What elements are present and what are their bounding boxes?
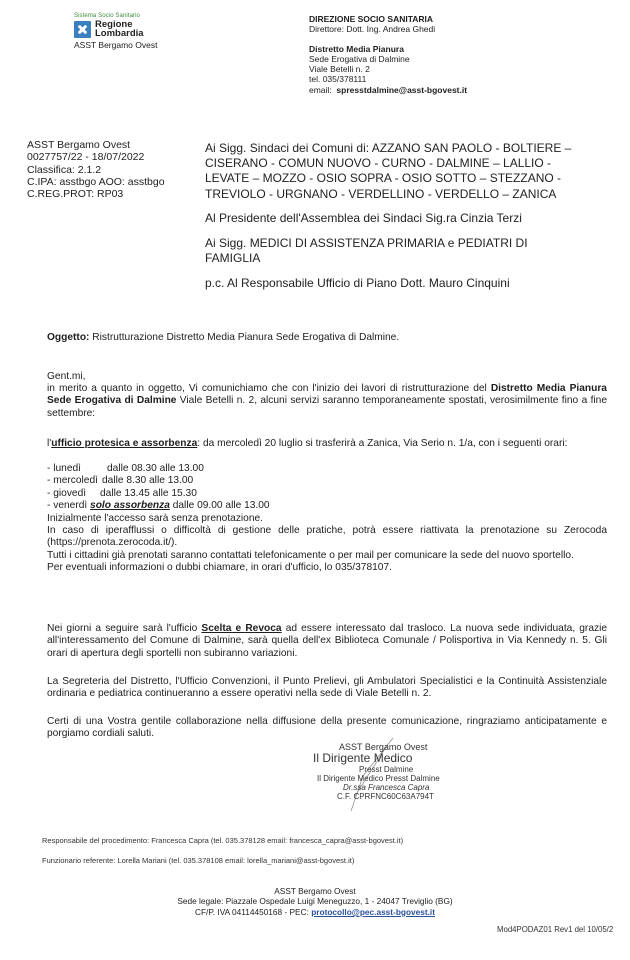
signature-stamp bbox=[313, 742, 513, 801]
email-line: email: spresstdalmine@asst-bgovest.it bbox=[309, 84, 468, 95]
footer-org: ASST Bergamo Ovest bbox=[274, 886, 356, 896]
street-address: Viale Betelli n. 2 bbox=[309, 64, 370, 75]
logo-org-name: ASST Bergamo Ovest bbox=[74, 40, 158, 50]
site-name: Sede Erogativa di Dalmine bbox=[309, 53, 410, 64]
recipient-mayors-line: TREVIOLO - URGNANO - VERDELLINO - VERDELLO – ZANICA bbox=[205, 186, 557, 201]
initial-access: Inizialmente l'accesso sarà senza prenotazione. bbox=[47, 512, 264, 524]
closing-paragraph: Certi di una Vostra gentile collaborazione nella diffusione della presente comunicazione, ringraziamo anticipatamente e porgiamo cordiali saluti. bbox=[47, 716, 607, 740]
footer-vat: CF/P. IVA 04114450168 - PEC: protocollo@pec.asst-bgovest.it bbox=[194, 906, 436, 917]
recipients bbox=[205, 141, 615, 292]
subject-line bbox=[47, 332, 607, 344]
logo-system-label: Sistema Socio Sanitario bbox=[74, 13, 140, 19]
protocol-ipa: C.IPA: asstbgo AOO: asstbgo bbox=[27, 175, 165, 188]
stamp-cf: C.F. CPRFNC60C63A794T bbox=[337, 792, 434, 801]
recipient-president: Al Presidente dell'Assemblea dei Sindaci Sig.ra Cinzia Terzi bbox=[205, 210, 522, 225]
regione-lombardia-logo-icon bbox=[74, 21, 91, 38]
schedule-list bbox=[47, 463, 607, 575]
signature-title: Il Dirigente Medico bbox=[313, 751, 413, 765]
pec-link[interactable]: protocollo@pec.asst-bgovest.it bbox=[311, 906, 436, 917]
module-code: Mod4PODAZ01 Rev1 del 10/05/2 bbox=[497, 925, 614, 934]
logo-region bbox=[74, 21, 204, 38]
info-note: Per eventuali informazioni o dubbi chiamare, in orari d'ufficio, lo 035/378107. bbox=[47, 562, 392, 574]
schedule-item: - giovedì dalle 13.45 alle 15.30 bbox=[47, 487, 197, 499]
protocol-number: 0027757/22 - 18/07/2022 bbox=[27, 151, 145, 164]
greeting: Gent.mi, bbox=[47, 371, 86, 382]
office-paragraph: l'ufficio protesica e assorbenza: da mercoledì 20 luglio si trasferirà a Zanica, Via Serio n. 1/a, con i seguenti orari: bbox=[47, 438, 568, 449]
protocol-block bbox=[27, 139, 165, 200]
email-link[interactable]: spresstdalmine@asst-bgovest.it bbox=[336, 84, 468, 95]
stamp-title: Il Dirigente Medico Presst Dalmine bbox=[317, 774, 440, 783]
district-name: Distretto Media Pianura bbox=[309, 43, 404, 54]
stamp-org: ASST Bergamo Ovest bbox=[339, 742, 428, 752]
schedule-item: - venerdì solo assorbenza dalle 09.00 alle 13.00 bbox=[47, 500, 270, 512]
recipient-mayors-line: Ai Sigg. Sindaci dei Comuni di: AZZANO SAN PAOLO - BOLTIERE – bbox=[205, 141, 572, 155]
logo-region-line1: Regione bbox=[95, 19, 133, 30]
contacted-note: Tutti i cittadini già prenotati saranno contattati telefonicamente o per mail per comunicare la sede del nuovo sportello. bbox=[47, 549, 574, 561]
schedule-item: - lunedì dalle 08.30 alle 13.00 bbox=[47, 463, 204, 474]
responsible-contact: Responsabile del procedimento: Francesca Capra (tel. 035.378128 email: francesca_capra@asst-bgovest.it) bbox=[42, 836, 404, 845]
intro-paragraph: in merito a quanto in oggetto, Vi comunichiamo che con l'inizio dei lavori di ristrutturazione del Distretto Media Pianura Sede Erogativa di Dalmine Viale Betelli n. 2, alcuni servizi saranno temporaneamente spostati, verosimilmente fino a fine settembre: bbox=[47, 383, 607, 419]
recipient-mayors-line: LEVATE – MOZZO - OSIO SOPRA - OSIO SOTTO – STEZZANO - bbox=[205, 171, 562, 186]
intro-district: Distretto Media Pianura Sede Erogativa di Dalmine bbox=[47, 383, 607, 407]
next-move-paragraph: Nei giorni a seguire sarà l'ufficio Scelta e Revoca ad essere interessato dal trasloco. La nuova sede individuata, grazie all'interessamento del Comune di Dalmine, sarà quella dell'ex Biblioteca Comunale / Polisportiva in Via Kennedy n. 5. Gli orari di apertura degli sportelli non subiranno variazioni. bbox=[47, 623, 608, 659]
logo bbox=[74, 13, 204, 50]
subject-text: Ristrutturazione Distretto Media Pianura Sede Erogativa di Dalmine. bbox=[89, 332, 400, 343]
friday-note: solo assorbenza bbox=[90, 500, 170, 512]
scelta-revoca: Scelta e Revoca bbox=[201, 623, 282, 634]
footer-legal-seat: Sede legale: Piazzale Ospedale Luigi Meneguzzo, 1 - 24047 Treviglio (BG) bbox=[177, 896, 453, 907]
remain-paragraph: La Segreteria del Distretto, l'Ufficio Convenzioni, il Punto Prelievi, gli Ambulatori Specialistici e la Continuità Assistenziale ordinaria e pediatrica continueranno a essere operativi nella sede di Viale Betelli n. 2. bbox=[47, 676, 607, 700]
director: Direttore: Dott. Ing. Andrea Ghedi bbox=[309, 24, 436, 35]
stamp-name: Dr.ssa Francesca Capra bbox=[343, 783, 430, 792]
recipient-doctors-line: Ai Sigg. MEDICI DI ASSISTENZA PRIMARIA e PEDIATRI DI bbox=[205, 236, 528, 251]
schedule-item: - mercoledì dalle 8.30 alle 13.00 bbox=[47, 475, 194, 487]
office-name: ufficio protesica e assorbenza bbox=[51, 438, 198, 449]
recipient-cc: p.c. Al Responsabile Ufficio di Piano Dott. Mauro Cinquini bbox=[205, 276, 510, 291]
logo-region-line2: Lombardia bbox=[95, 27, 144, 39]
phone: tel. 035/378111 bbox=[309, 74, 367, 85]
protocol-reg: C.REG.PROT: RP03 bbox=[27, 188, 124, 201]
subject-label: Oggetto: bbox=[47, 332, 90, 343]
stamp-site: Presst Dalmine bbox=[359, 765, 414, 774]
protocol-classification: Classifica: 2.1.2 bbox=[27, 163, 102, 176]
recipient-mayors-line: CISERANO - COMUN NUOVO - CURNO - DALMINE – LALLIO - bbox=[205, 156, 552, 171]
overflow-note: In caso di iperafflussi o difficoltà di gestione delle pratiche, potrà essere riattivata la prenotazione su Zerocoda (https://prenota.zerocoda.it/). bbox=[47, 525, 607, 549]
recipient-doctors-line: FAMIGLIA bbox=[205, 251, 261, 266]
referent-contact: Funzionario referente: Lorella Mariani (tel. 035.378108 email: lorella_mariani@asst-bgovest.it) bbox=[42, 856, 355, 865]
page-footer bbox=[0, 886, 630, 917]
sender-header bbox=[309, 14, 467, 95]
protocol-org: ASST Bergamo Ovest bbox=[27, 139, 131, 151]
direction-title: DIREZIONE SOCIO SANITARIA bbox=[309, 14, 434, 24]
